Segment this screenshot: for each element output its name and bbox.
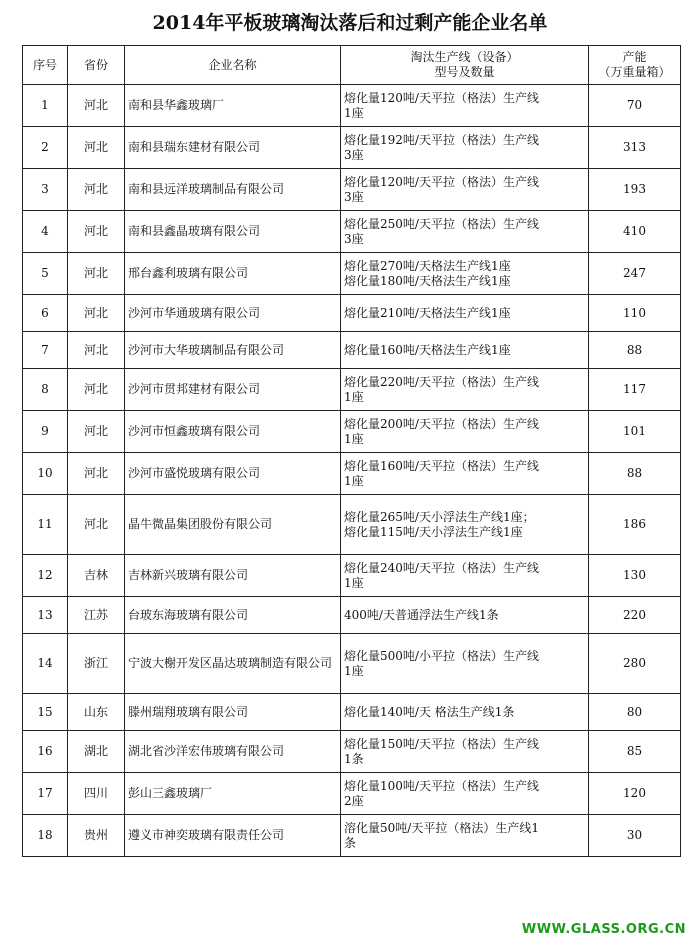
table-row <box>23 694 681 731</box>
header-company: 企业名称 <box>125 46 341 85</box>
cell-capacity: 117 <box>589 369 681 411</box>
cell-capacity: 101 <box>589 411 681 453</box>
cell-line: 熔化量220吨/天平拉（格法）生产线 1座 <box>341 369 589 411</box>
cell-company: 南和县华鑫玻璃厂 <box>125 85 341 127</box>
table-body <box>23 85 681 857</box>
header-capacity: 产能 （万重量箱） <box>589 46 681 85</box>
table-row <box>23 597 681 634</box>
cell-province: 贵州 <box>68 815 125 857</box>
cell-capacity: 130 <box>589 555 681 597</box>
table-row <box>23 253 681 295</box>
cell-line: 溶化量50吨/天平拉（格法）生产线1 条 <box>341 815 589 857</box>
cell-capacity: 280 <box>589 634 681 694</box>
cell-company: 沙河市贯邦建材有限公司 <box>125 369 341 411</box>
cell-line: 熔化量250吨/天平拉（格法）生产线 3座 <box>341 211 589 253</box>
table-row <box>23 211 681 253</box>
cell-province: 河北 <box>68 127 125 169</box>
cell-company: 沙河市恒鑫玻璃有限公司 <box>125 411 341 453</box>
cell-capacity: 313 <box>589 127 681 169</box>
cell-seq: 11 <box>23 495 68 555</box>
cell-line: 熔化量100吨/天平拉（格法）生产线 2座 <box>341 773 589 815</box>
cell-company: 滕州瑞翔玻璃有限公司 <box>125 694 341 731</box>
cell-company: 宁波大榭开发区晶达玻璃制造有限公司 <box>125 634 341 694</box>
cell-company: 吉林新兴玻璃有限公司 <box>125 555 341 597</box>
header-line: 淘汰生产线（设备） 型号及数量 <box>341 46 589 85</box>
cell-line: 熔化量160吨/天平拉（格法）生产线 1座 <box>341 453 589 495</box>
cell-company: 遵义市神奕玻璃有限责任公司 <box>125 815 341 857</box>
cell-seq: 1 <box>23 85 68 127</box>
cell-seq: 6 <box>23 295 68 332</box>
cell-seq: 16 <box>23 731 68 773</box>
cell-company: 沙河市华通玻璃有限公司 <box>125 295 341 332</box>
table-row <box>23 634 681 694</box>
cell-company: 南和县鑫晶玻璃有限公司 <box>125 211 341 253</box>
table-row <box>23 169 681 211</box>
cell-line: 400吨/天普通浮法生产线1条 <box>341 597 589 634</box>
table-row <box>23 495 681 555</box>
cell-company: 晶牛微晶集团股份有限公司 <box>125 495 341 555</box>
page-title: 2014年平板玻璃淘汰落后和过剩产能企业名单 <box>152 12 548 34</box>
cell-seq: 3 <box>23 169 68 211</box>
header-province: 省份 <box>68 46 125 85</box>
cell-seq: 14 <box>23 634 68 694</box>
cell-seq: 18 <box>23 815 68 857</box>
cell-province: 吉林 <box>68 555 125 597</box>
cell-seq: 12 <box>23 555 68 597</box>
cell-company: 台玻东海玻璃有限公司 <box>125 597 341 634</box>
cell-province: 山东 <box>68 694 125 731</box>
header-seq: 序号 <box>23 46 68 85</box>
cell-province: 河北 <box>68 369 125 411</box>
cell-line: 熔化量150吨/天平拉（格法）生产线 1条 <box>341 731 589 773</box>
cell-line: 熔化量200吨/天平拉（格法）生产线 1座 <box>341 411 589 453</box>
cell-seq: 13 <box>23 597 68 634</box>
table-row <box>23 127 681 169</box>
table-row <box>23 453 681 495</box>
cell-line: 熔化量192吨/天平拉（格法）生产线 3座 <box>341 127 589 169</box>
cell-capacity: 85 <box>589 731 681 773</box>
cell-seq: 10 <box>23 453 68 495</box>
table-row <box>23 85 681 127</box>
cell-company: 沙河市大华玻璃制品有限公司 <box>125 332 341 369</box>
table-header-row <box>23 46 681 85</box>
table-row <box>23 731 681 773</box>
cell-capacity: 110 <box>589 295 681 332</box>
table-row <box>23 295 681 332</box>
cell-province: 四川 <box>68 773 125 815</box>
cell-line: 熔化量140吨/天 格法生产线1条 <box>341 694 589 731</box>
site-watermark: WWW.GLASS.ORG.CN <box>521 922 686 937</box>
cell-seq: 8 <box>23 369 68 411</box>
cell-capacity: 410 <box>589 211 681 253</box>
cell-company: 邢台鑫利玻璃有限公司 <box>125 253 341 295</box>
cell-company: 彭山三鑫玻璃厂 <box>125 773 341 815</box>
cell-capacity: 120 <box>589 773 681 815</box>
cell-capacity: 193 <box>589 169 681 211</box>
cell-province: 河北 <box>68 211 125 253</box>
cell-line: 熔化量270吨/天格法生产线1座 熔化量180吨/天格法生产线1座 <box>341 253 589 295</box>
cell-line: 熔化量500吨/小平拉（格法）生产线 1座 <box>341 634 589 694</box>
table-row <box>23 332 681 369</box>
cell-capacity: 220 <box>589 597 681 634</box>
cell-capacity: 88 <box>589 453 681 495</box>
cell-province: 河北 <box>68 453 125 495</box>
cell-company: 湖北省沙洋宏伟玻璃有限公司 <box>125 731 341 773</box>
table-row <box>23 773 681 815</box>
cell-province: 河北 <box>68 332 125 369</box>
cell-line: 熔化量120吨/天平拉（格法）生产线 1座 <box>341 85 589 127</box>
table-row <box>23 815 681 857</box>
cell-seq: 4 <box>23 211 68 253</box>
cell-line: 熔化量120吨/天平拉（格法）生产线 3座 <box>341 169 589 211</box>
cell-seq: 2 <box>23 127 68 169</box>
cell-seq: 15 <box>23 694 68 731</box>
enterprise-table <box>22 45 681 857</box>
cell-capacity: 70 <box>589 85 681 127</box>
cell-capacity: 88 <box>589 332 681 369</box>
table-row <box>23 555 681 597</box>
table-row <box>23 369 681 411</box>
cell-seq: 17 <box>23 773 68 815</box>
cell-province: 河北 <box>68 411 125 453</box>
cell-company: 南和县瑞东建材有限公司 <box>125 127 341 169</box>
cell-province: 河北 <box>68 495 125 555</box>
cell-province: 河北 <box>68 85 125 127</box>
table-row <box>23 411 681 453</box>
cell-province: 江苏 <box>68 597 125 634</box>
cell-province: 浙江 <box>68 634 125 694</box>
cell-capacity: 80 <box>589 694 681 731</box>
cell-province: 湖北 <box>68 731 125 773</box>
cell-capacity: 247 <box>589 253 681 295</box>
cell-line: 熔化量210吨/天格法生产线1座 <box>341 295 589 332</box>
cell-company: 沙河市盛悦玻璃有限公司 <box>125 453 341 495</box>
cell-capacity: 186 <box>589 495 681 555</box>
cell-company: 南和县远洋玻璃制品有限公司 <box>125 169 341 211</box>
cell-seq: 9 <box>23 411 68 453</box>
cell-line: 熔化量265吨/天小浮法生产线1座； 熔化量115吨/天小浮法生产线1座 <box>341 495 589 555</box>
cell-line: 熔化量240吨/天平拉（格法）生产线 1座 <box>341 555 589 597</box>
cell-capacity: 30 <box>589 815 681 857</box>
cell-province: 河北 <box>68 295 125 332</box>
cell-province: 河北 <box>68 169 125 211</box>
cell-seq: 7 <box>23 332 68 369</box>
cell-province: 河北 <box>68 253 125 295</box>
cell-line: 熔化量160吨/天格法生产线1座 <box>341 332 589 369</box>
cell-seq: 5 <box>23 253 68 295</box>
